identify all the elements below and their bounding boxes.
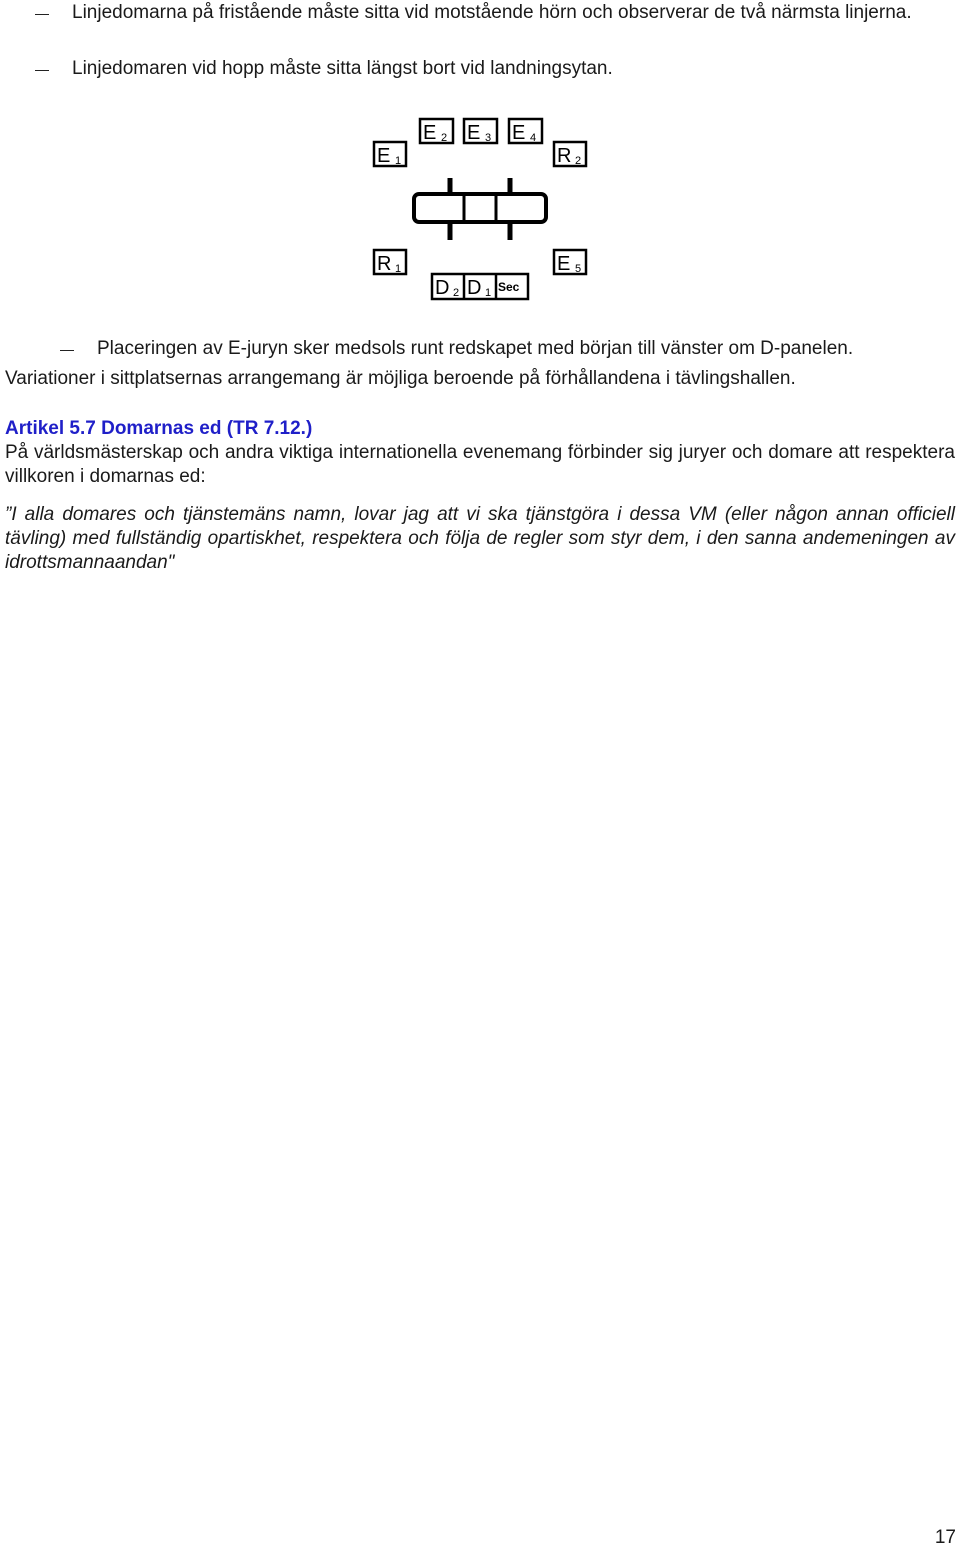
dash-bullet-icon (35, 70, 49, 71)
seat-e4 (509, 119, 542, 144)
dash-bullet-icon (35, 14, 49, 15)
seat-r1 (374, 250, 406, 275)
variation-paragraph: Variationer i sittplatsernas arrangemang är möjliga beroende på förhållandena i tävlingshallen. (5, 368, 796, 389)
seat-e1 (374, 142, 406, 167)
svg-text:5: 5 (575, 263, 582, 275)
seat-r2 (554, 142, 586, 167)
seat-e5 (554, 250, 586, 275)
seat-e2 (420, 119, 453, 144)
svg-text:R: R (377, 253, 392, 275)
page-number: 17 (934, 1527, 956, 1548)
svg-text:E: E (467, 122, 481, 144)
svg-text:3: 3 (485, 132, 492, 144)
apparatus-shape (414, 178, 546, 240)
svg-text:E: E (557, 253, 571, 275)
svg-text:2: 2 (441, 132, 448, 144)
article-heading: Artikel 5.7 Domarnas ed (TR 7.12.) (5, 418, 313, 439)
svg-text:4: 4 (530, 132, 537, 144)
svg-text:1: 1 (485, 287, 492, 299)
svg-text:E: E (423, 122, 437, 144)
seat-d2: D (435, 277, 450, 299)
article-body: På världsmästerskap och andra viktiga internationella evenemang förbinder sig juryer och domare att respektera villkoren i domarnas ed: (5, 442, 955, 487)
seating-diagram (360, 108, 610, 308)
svg-text:R: R (557, 145, 572, 167)
oath-text: ”I alla domares och tjänstemäns namn, lovar jag att vi ska tjänstgöra i dessa VM (eller någon annan officiell tävling) med fullständig opartiskhet, respektera och följa de regler som styr dem, i den sanna andemeningen av idrottsmannaandan" (5, 504, 955, 573)
bullet-text: Linjedomarna på fristående måste sitta vid motstående hörn och observerar de två närmsta linjerna. (72, 2, 912, 23)
svg-text:E: E (377, 145, 391, 167)
seat-sec: Sec (498, 280, 520, 294)
bullet-text: Placeringen av E-juryn sker medsols runt redskapet med början till vänster om D-panelen. (97, 338, 854, 359)
svg-text:E: E (512, 122, 526, 144)
dash-bullet-icon (60, 350, 74, 351)
svg-text:2: 2 (453, 287, 460, 299)
seat-d-panel (432, 274, 528, 299)
seat-d1: D (467, 277, 482, 299)
seat-e3 (464, 119, 497, 144)
svg-text:1: 1 (395, 263, 402, 275)
svg-text:2: 2 (575, 155, 582, 167)
svg-text:1: 1 (395, 155, 402, 167)
bullet-text: Linjedomaren vid hopp måste sitta längst bort vid landningsytan. (72, 58, 613, 79)
